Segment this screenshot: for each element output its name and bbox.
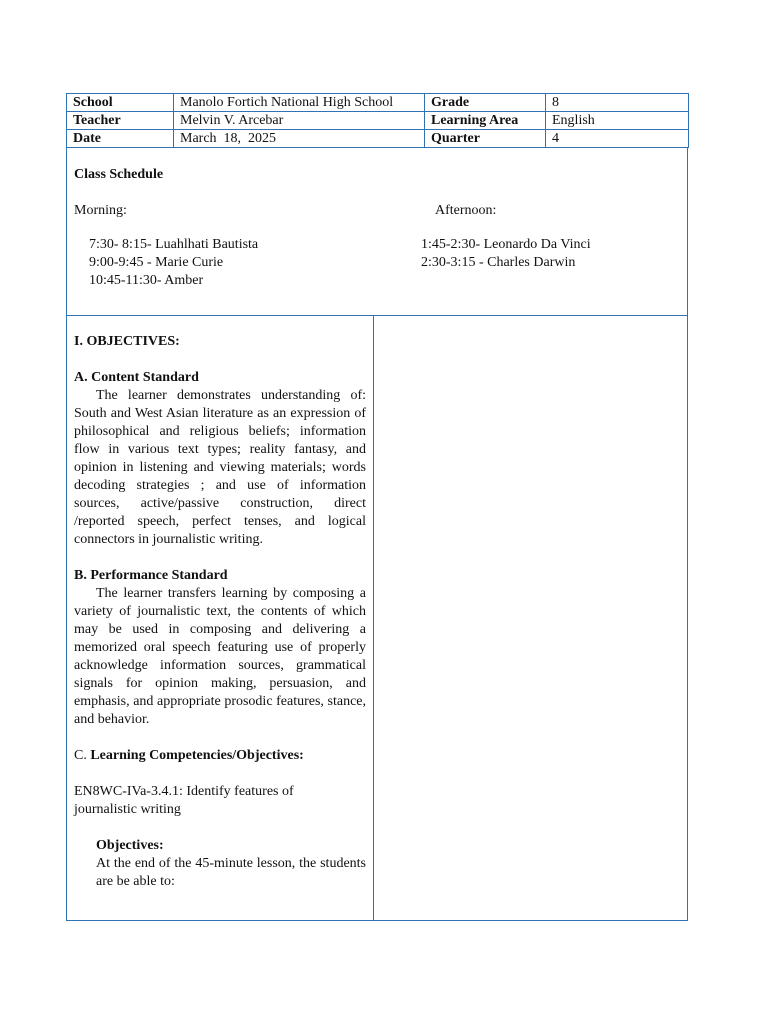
morning-label: Morning:: [74, 203, 127, 218]
objectives-block: [74, 837, 366, 891]
class-schedule-section: [66, 148, 688, 316]
competencies-heading-text: Learning Competencies/Objectives:: [90, 748, 304, 763]
performance-standard-text: The learner transfers learning by composing a variety of journalistic text, the contents of which may be used in composing and delivering a memorized oral speech featuring use of properly acknowledge information sources, grammatical signals for opinion making, persuasion, and emphasis, and appropriate prosodic features, stance, and behavior.: [74, 586, 366, 727]
grade-value: 8: [546, 94, 689, 112]
header-row-date: [67, 130, 689, 148]
quarter-value: 4: [546, 130, 689, 148]
school-value: Manolo Fortich National High School: [174, 94, 425, 112]
afternoon-slot: 2:30-3:15 - Charles Darwin: [421, 255, 576, 270]
afternoon-label: Afternoon:: [435, 203, 497, 218]
morning-slot: 7:30- 8:15- Luahlhati Bautista: [89, 237, 259, 252]
morning-slot: 9:00-9:45 - Marie Curie: [89, 255, 224, 270]
morning-slot: 10:45-11:30- Amber: [89, 273, 204, 288]
date-value: March 18, 2025: [174, 130, 425, 148]
objectives-subheading: Objectives:: [96, 838, 164, 853]
grade-label: Grade: [425, 94, 546, 112]
header-row-teacher: [67, 112, 689, 130]
objectives-table: [66, 316, 688, 921]
morning-schedule-list: [89, 236, 258, 290]
school-label: School: [67, 94, 174, 112]
notes-column: [374, 316, 687, 920]
competencies-prefix: C.: [74, 748, 87, 763]
objectives-heading: I. OBJECTIVES:: [74, 334, 180, 349]
objectives-column: [67, 316, 374, 920]
competency-code: EN8WC-IVa-3.4.1: Identify features of journalistic writing: [74, 784, 294, 817]
content-standard-heading: A. Content Standard: [74, 370, 199, 385]
date-label: Date: [67, 130, 174, 148]
afternoon-schedule-list: [421, 236, 591, 272]
performance-standard-heading: B. Performance Standard: [74, 568, 228, 583]
header-row-school: [67, 94, 689, 112]
learning-area-label: Learning Area: [425, 112, 546, 130]
teacher-label: Teacher: [67, 112, 174, 130]
content-standard-text: The learner demonstrates understanding of: South and West Asian literature as an expression of philosophical and religious beliefs; information flow in various text types; reality fantasy, and opinion in listening and viewing materials; words decoding strategies ; and use of information sources, active/passive construction, direct /reported speech, perfect tenses, and logical connectors in journalistic writing.: [74, 388, 366, 547]
teacher-value: Melvin V. Arcebar: [174, 112, 425, 130]
lesson-plan-page: [66, 93, 688, 921]
competencies-heading: [74, 747, 366, 765]
header-table: [66, 93, 689, 148]
afternoon-slot: 1:45-2:30- Leonardo Da Vinci: [421, 237, 591, 252]
learning-area-value: English: [546, 112, 689, 130]
class-schedule-title: Class Schedule: [74, 167, 164, 182]
objectives-intro: At the end of the 45-minute lesson, the students are be able to:: [96, 856, 366, 889]
quarter-label: Quarter: [425, 130, 546, 148]
